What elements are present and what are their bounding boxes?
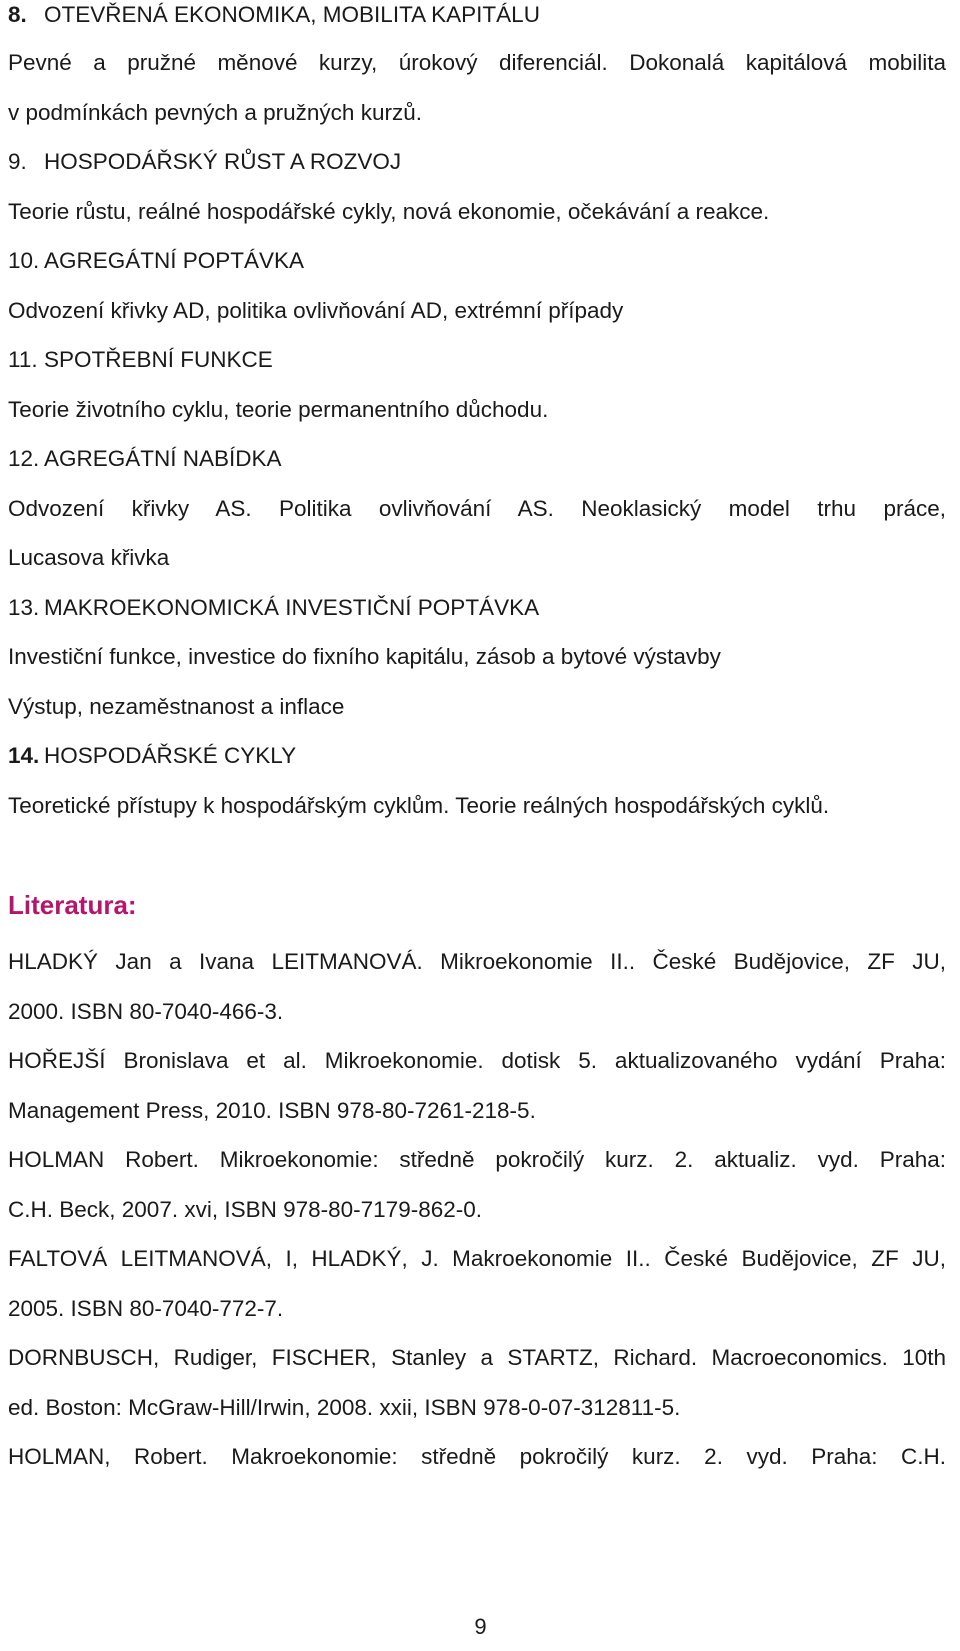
literature-line: C.H. Beck, 2007. xvi, ISBN 978-80-7179-862-0. <box>8 1197 482 1222</box>
literature-line: 2000. ISBN 80-7040-466-3. <box>8 999 284 1024</box>
section-title: AGREGÁTNÍ NABÍDKA <box>44 446 282 471</box>
section-heading-8 <box>8 0 540 30</box>
literature-line: HOLMAN Robert. Mikroekonomie: středně pokročilý kurz. 2. aktualiz. vyd. Praha: <box>8 1147 946 1172</box>
section-number: 11. <box>8 347 38 372</box>
literature-heading: Literatura: <box>8 890 137 920</box>
section-title: OTEVŘENÁ EKONOMIKA, MOBILITA KAPITÁLU <box>44 2 540 27</box>
section-11-description: Teorie životního cyklu, teorie permanentního důchodu. <box>8 397 549 422</box>
section-title: HOSPODÁŘSKÉ CYKLY <box>44 743 297 768</box>
literature-line: Management Press, 2010. ISBN 978-80-7261-218-5. <box>8 1098 536 1123</box>
section-number: 8. <box>8 2 27 27</box>
section-title: HOSPODÁŘSKÝ RŮST A ROZVOJ <box>44 149 402 174</box>
literature-line: DORNBUSCH, Rudiger, FISCHER, Stanley a STARTZ, Richard. Macroeconomics. 10th <box>8 1345 946 1370</box>
section-heading-12 <box>8 444 282 474</box>
section-number: 14. <box>8 743 40 768</box>
section-title: SPOTŘEBNÍ FUNKCE <box>44 347 273 372</box>
literature-line: HLADKÝ Jan a Ivana LEITMANOVÁ. Mikroekonomie II.. České Budějovice, ZF JU, <box>8 949 946 974</box>
section-14-description: Teoretické přístupy k hospodářským cyklům. Teorie reálných hospodářských cyklů. <box>8 793 830 818</box>
section-9-description: Teorie růstu, reálné hospodářské cykly, nová ekonomie, očekávání a reakce. <box>8 199 770 224</box>
literature-line: ed. Boston: McGraw-Hill/Irwin, 2008. xxii, ISBN 978-0-07-312811-5. <box>8 1395 681 1420</box>
section-number: 9. <box>8 149 27 174</box>
section-10-description: Odvození křivky AD, politika ovlivňování AD, extrémní případy <box>8 298 624 323</box>
section-13-description-line-1: Investiční funkce, investice do fixního kapitálu, zásob a bytové výstavby <box>8 644 721 669</box>
section-12-description-line-1: Odvození křivky AS. Politika ovlivňování AS. Neoklasický model trhu práce, <box>8 496 946 521</box>
literature-line: HOŘEJŠÍ Bronislava et al. Mikroekonomie. dotisk 5. aktualizovaného vydání Praha: <box>8 1048 946 1073</box>
section-number: 13. <box>8 595 40 620</box>
section-heading-11 <box>8 345 273 375</box>
section-heading-9 <box>8 147 401 177</box>
section-8-description-line-2: v podmínkách pevných a pružných kurzů. <box>8 100 422 125</box>
section-number: 12. <box>8 446 40 471</box>
section-heading-13 <box>8 593 539 623</box>
literature-line: HOLMAN, Robert. Makroekonomie: středně pokročilý kurz. 2. vyd. Praha: C.H. <box>8 1444 946 1469</box>
section-heading-14 <box>8 741 296 771</box>
section-number: 10. <box>8 248 40 273</box>
section-13-description-line-2: Výstup, nezaměstnanost a inflace <box>8 694 345 719</box>
section-8-description-line-1: Pevné a pružné měnové kurzy, úrokový diferenciál. Dokonalá kapitálová mobilita <box>8 50 946 75</box>
section-title: MAKROEKONOMICKÁ INVESTIČNÍ POPTÁVKA <box>44 595 540 620</box>
page-number: 9 <box>474 1614 487 1639</box>
section-12-description-line-2: Lucasova křivka <box>8 545 170 570</box>
section-title: AGREGÁTNÍ POPTÁVKA <box>44 248 305 273</box>
literature-line: FALTOVÁ LEITMANOVÁ, I, HLADKÝ, J. Makroekonomie II.. České Budějovice, ZF JU, <box>8 1246 946 1271</box>
section-heading-10 <box>8 246 304 276</box>
literature-line: 2005. ISBN 80-7040-772-7. <box>8 1296 284 1321</box>
